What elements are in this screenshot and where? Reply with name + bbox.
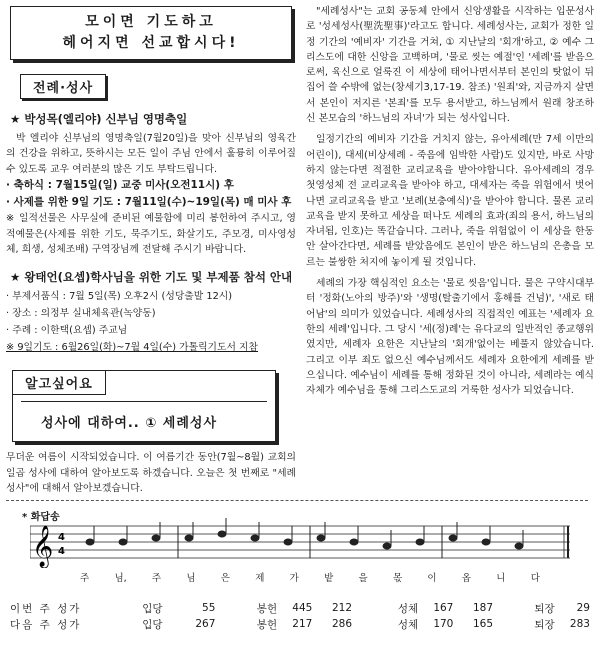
lyric-syllable: 몫 <box>392 573 403 584</box>
item1-line-1: · 축하식 : 7월15일(일) 교중 미사(오전11시) 후 <box>6 179 234 192</box>
baptism-para-2: 일정기간의 예비자 기간을 거치지 않는, 유아세례(만 7세 이만의 어린이), 대세(비상세례 - 죽음에 임박한 사람)도 있지만, 바로 사망하지 않는다면 적절한 교리교육을 받아야합니다. 유아세례의 경우 첫영성체 전 교리교육을 받아야 하고, 대세자는 죽을 위험에서 벗어나면 교리교육을 받고 '보례(보충예식)'을 받아야 합니다. 물론 교리교육을 받지 못하고 세상을 떠나도 세례의 효과(죄의 용서, 하느님의 자녀됨, 인호)는 똑같습니다. 그러나, 죽을 위험없이 이 세상을 한동안 살아간다면, 세례를 받았음에도 본인이 받은 하느님의 은총을 모르는 불쌍한 처지에 놓이게 될 것입니다. <box>306 134 594 268</box>
item2-line-3: · 주례 : 이한택(요셉) 주교님 <box>6 325 128 337</box>
hymn-number-k4: 퇴장 <box>534 618 555 631</box>
treble-clef-icon: 𝄞 <box>32 526 54 567</box>
lyric-syllable: 님, <box>114 573 127 584</box>
banner-line-1: 모이면 기도하고 <box>85 14 217 30</box>
section2-box <box>12 370 276 442</box>
note-head <box>515 543 523 549</box>
note-head <box>119 539 127 545</box>
lyric-syllable: 다 <box>530 573 540 584</box>
item1-line-2: · 사제를 위한 9일 기도 : 7월11일(수)~19일(목) 매 미사 후 <box>6 196 292 209</box>
hymn-number-row <box>10 616 590 632</box>
item1-title: ★ 박성목(엘리야) 신부님 영명축일 <box>10 112 188 126</box>
hymn-number-v3a: 170 <box>433 618 454 630</box>
note-head <box>152 535 160 541</box>
left-column <box>6 4 296 497</box>
lyric-syllable: 가 <box>289 573 299 584</box>
hymn-numbers <box>10 600 590 632</box>
note-head <box>218 531 226 537</box>
hymn-number-v2a: 217 <box>292 618 313 630</box>
note-head <box>185 535 193 541</box>
baptism-para-3: 세례의 가장 핵심적인 요소는 '물로 씻음'입니다. 물은 구약시대부터 '정화(노아의 방주)'와 '생명(탈출기에서 홍해를 건넘)', '새로 태어남'의 의미가 있었습니다. 세례성사의 직접적인 예표는 '세례자 요한의 세례'입니다. 그 당시 '세(정)례'는 유다교의 일반적인 종교행위였지만, 세례자 요한은 지난날의 '회개'없이는 베풀지 않았습니다. 그리고 이부 죄도 없으신 예수님께서도 세례자 요한에게 세례를 받으십니다. 예수님이 세례를 통해 정화된 것이 아니라, 세례라는 예식자체가 예수님을 통해 그리스도교의 거룩한 성사가 되었습니다. <box>306 278 594 397</box>
hymn-number-k1: 입당 <box>142 618 163 631</box>
lyric-syllable: 은 <box>220 573 230 584</box>
hymn-number-v2b: 212 <box>331 602 352 614</box>
note-head <box>416 539 424 545</box>
lyric-syllable: 제 <box>255 573 265 584</box>
hymn-number-k1: 입당 <box>142 602 163 615</box>
music-staff <box>30 518 570 568</box>
hymn-number-label: 다음 주 성가 <box>10 618 82 631</box>
time-sig: 4 <box>58 546 65 557</box>
note-head <box>86 539 94 545</box>
hymn-number-v2a: 445 <box>292 602 313 614</box>
hymn-title: * 화답송 <box>22 512 60 523</box>
hymn-number-v4: 29 <box>576 602 590 614</box>
lyric-syllable: 이 <box>427 573 437 584</box>
hymn-number-v1: 55 <box>202 602 216 614</box>
hymn-number-k2: 봉헌 <box>256 602 278 615</box>
hymn-number-label: 이번 주 성가 <box>10 602 82 615</box>
item2-line-2: · 장소 : 의정부 실내체육관(녹양동) <box>6 308 156 320</box>
section2-body: 무더운 여름이 시작되었습니다. 이 여름기간 동안(7월~8월) 교회의 일곱 성사에 대하여 알아보도록 하겠습니다. 오늘은 첫 번째로 "세례성사"에 대해서 알아보겠습니다. <box>6 452 296 495</box>
baptism-para-1: "세례성사"는 교회 공동체 안에서 신앙생활을 시작하는 입문성사로 '성세성사(聖洗聖事)'라고도 합니다. 세례성사는, 교회가 정한 일정 기간의 '예비자' 기간을 거쳐, ① 지난날의 '회개'하고, ② 예수 그리스도에 대한 신앙을 고백하며, '물로 씻는 예절'인 '세례'를 받음으로써, 육신으로 얼룩진 이 세상에 태어나면서부터 본인의 탓없이 뒤집어 쓸 수밖에 없는(창세기3,17-19. 참조) '원죄'와, 지금까지 살면서 본인이 저지른 '본죄'를 모두 용서받고, 하느님께서 원래 창조하신 본모습의 '하느님의 자녀'가 되는 성사입니다. <box>306 6 594 125</box>
notes <box>86 518 523 558</box>
note-head <box>317 535 325 541</box>
hymn-number-row <box>10 600 590 616</box>
note-head <box>284 539 292 545</box>
note-head <box>251 535 259 541</box>
note-head <box>383 543 391 549</box>
lyric-syllable: 주 <box>80 573 90 584</box>
lyric-syllable: 니 <box>496 573 506 584</box>
item1-note: ※ 일적선물은 사무실에 준비된 예물함에 미리 봉헌하여 주시고, 영적예물은(사제를 위한 기도, 묵주기도, 화살기도, 주모경, 미사영성체, 희생, 성체조배) 구역장님께 전달해 주시기 바랍니다. <box>6 213 296 256</box>
note-head <box>449 535 457 541</box>
hymn-number-v1: 267 <box>195 618 216 630</box>
lyric-syllable: 을 <box>358 573 368 584</box>
section-label-curious: 알고싶어요 <box>12 370 106 395</box>
note-head <box>350 539 358 545</box>
item2-title: ★ 왕태언(요셉)학사님을 위한 기도 및 부제품 참석 안내 <box>10 270 293 285</box>
lyric-syllable: 옵 <box>461 573 472 584</box>
hymn-number-k4: 퇴장 <box>534 602 555 615</box>
item1-body: 박 엘리야 신부님의 영명축일(7월20일)을 맞아 신부님의 영육간의 건강을 위하고, 뜻하시는 모든 일이 주님 안에서 훌륭히 이루어질 수 있도록 교우 여러분의 많은 기도 부탁드립니다. <box>6 133 296 175</box>
hymn-lyrics <box>80 570 540 584</box>
banner-line-2: 헤어지면 선교합시다! <box>62 35 240 51</box>
hymn-number-k2: 봉헌 <box>256 618 278 631</box>
hymn-number-v4: 283 <box>569 618 590 630</box>
item2-line-1: · 부제서품식 : 7월 5일(목) 오후2시 (성당출발 12시) <box>6 291 233 303</box>
right-column <box>306 4 594 404</box>
lyric-syllable: 님 <box>186 573 196 584</box>
star-icon: ★ <box>10 112 25 126</box>
section-label-liturgy: 전례·성사 <box>20 74 106 99</box>
hymn-number-v2b: 286 <box>331 618 352 630</box>
divider <box>6 500 588 501</box>
hymn-number-k3: 성체 <box>397 602 419 615</box>
section2-title: 성사에 대하여.. ① 세례성사 <box>21 401 267 433</box>
item2-note: ※ 9일기도 : 6월26일(화)~7월 4일(수) 가톨릭기도서 지참 <box>6 342 258 354</box>
hymn-number-k3: 성체 <box>397 618 419 631</box>
note-head <box>482 539 490 545</box>
star-icon: ★ <box>10 270 25 285</box>
hymn-number-v3b: 165 <box>472 618 494 630</box>
lyric-syllable: 밭 <box>324 573 334 584</box>
lyric-syllable: 주 <box>151 573 162 584</box>
banner <box>10 6 292 60</box>
time-sig: 4 <box>58 532 65 543</box>
hymn-number-v3b: 187 <box>472 602 494 614</box>
hymn-number-v3a: 167 <box>433 602 454 614</box>
